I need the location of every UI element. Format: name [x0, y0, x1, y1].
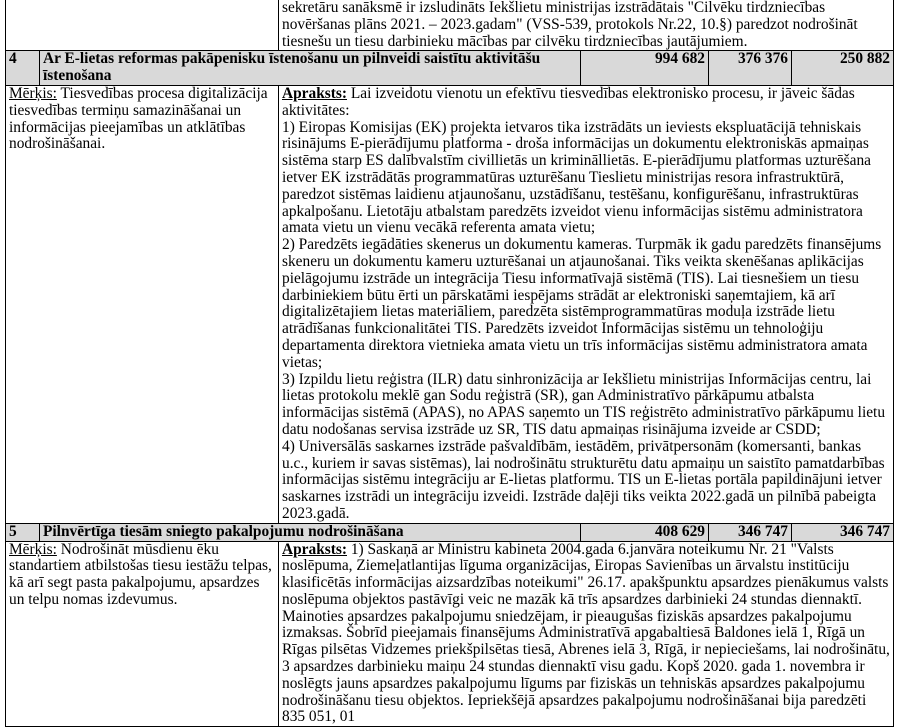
- description-paragraph-4: 4) Universālās saskarnes izstrāde pašvaldībām, iestādēm, privātpersonām (komersanti, bankas u.c., kuriem ir savas sistēmas), lai nodrošinātu strukturētu datu apmaiņu un saistīto pamatdarbības informācijas sistēmu integrāciju ar E-lietas platformu. TIS un E-lietas portāla papildinājuni ietver saskarnes izstrādi un integrāciju izveidi. Izstrāde daļēji tiks veikta 2022.gadā un pilnībā pabeigta 2023.gadā.: [282, 437, 885, 522]
- amount-a: 408 629: [581, 523, 709, 541]
- row-number: 4: [6, 51, 40, 86]
- table-row-body-5: [6, 541, 894, 727]
- amount-b: 376 376: [709, 51, 792, 86]
- goal-cell: [6, 85, 279, 523]
- description-label: Apraksts:: [282, 540, 347, 558]
- description-cell: [279, 85, 894, 523]
- table-row-body-4: [6, 85, 894, 523]
- amount-b: 346 747: [709, 523, 792, 541]
- amount-c: 250 882: [792, 51, 894, 86]
- description-paragraph-2: 2) Paredzēts iegādāties skenerus un dokumentu kameras. Turpmāk ik gadu paredzēts finansējums skeneru un dokumentu kameru uzturēšanai un atjaunošanai. Tiks veikta skenēšanas aplikācijas pielāgojumu izstrāde un integrācija Tiesu informatīvajā sistēmā (TIS). Lai tiesnešiem un tiesu darbiniekiem būtu ērti un pārskatāmi iespējams strādāt ar elektroniski saņemtajiem, kā arī digitalizētajiem lietas materiāliem, paredzēta sistēmprogrammatūras moduļa izstrāde lietu atrādīšanas funkcionalitātei TIS. Paredzēts izveidot Informācijas sistēmu un tehnoloģiju departamenta direktora vietnieka amata vietu un trīs informācijas sistēmu administratora amata vietas;: [282, 236, 882, 371]
- row-title: Ar E-lietas reformas pakāpenisku īstenošanu un pilnveidi saistītu aktivitāšu īstenošana: [40, 51, 581, 86]
- description-intro: Lai izveidotu vienotu un efektīvu tiesvedības elektronisko procesu, ir jāveic šādas aktivitātes:: [282, 84, 855, 119]
- goal-cell: [6, 541, 279, 727]
- amount-c: 346 747: [792, 523, 894, 541]
- table-row-continuation: [6, 0, 894, 51]
- goal-label: Mērķis:: [9, 84, 57, 102]
- budget-table: [5, 0, 894, 727]
- empty-cell: [6, 0, 279, 51]
- continuation-text: sekretāru sanāksmē ir izsludināts Iekšlietu ministrijas izstrādātais "Cilvēku tirdzniecības novēršanas plāns 2021. – 2023.gadam" (VSS-539, protokols Nr.22, 10.§) paredzot nodrošināt tiesnešu un tiesu darbinieku mācības par cilvēku tirdzniecības jautājumiem.: [279, 0, 894, 51]
- table-row-header-5: [6, 523, 894, 541]
- document-page: [5, 0, 893, 727]
- description-cell: [279, 541, 894, 727]
- table-row-header-4: [6, 51, 894, 86]
- row-number: 5: [6, 523, 40, 541]
- description-paragraph-3: 3) Izpildu lietu reģistra (ILR) datu sinhronizācija ar Iekšlietu ministrijas Informācijas centru, lai lietas protokolu meklē gan Sodu reģistrā (SR), gan Administratīvo pārkāpumu atbalsta informācijas sistēmā (APAS), no APAS saņemto un TIS reģistrēto administratīvo pārkāpumu lietu datu nodošanas servisa izstrāde uz SR, TIS datu apmaiņas risinājuma izveide ar CSDD;: [282, 370, 886, 438]
- goal-text: Tiesvedības procesa digitalizācija tiesvedības termiņu samazināšanai un informācijas pieejamības un atklātības nodrošināšanai.: [9, 84, 268, 153]
- description-label: Apraksts:: [282, 84, 347, 102]
- goal-label: Mērķis:: [9, 540, 57, 558]
- description-text: 1) Saskaņā ar Ministru kabineta 2004.gada 6.janvāra noteikumu Nr. 21 "Valsts noslēpuma, Ziemeļatlantijas līguma organizācijas, Eiropas Savienības un ārvalstu institūciju klasificētās informācijas aizsardzības noteikumi" 26.17. apakšpunktu apsardzes pienākumus valsts noslēpuma objektos pastāvīgi veic ne mazāk kā trīs apsardzes darbinieki 24 stundas diennaktī. Mainoties apsardzes pakalpojumu sniedzējam, ir pieaugušas fiziskās apsardzes pakalpojumu izmaksas. Šobrīd pieejamais finansējums Administratīvā apgabaltiesā Baldones ielā 1, Rīgā un Rīgas pilsētas Vidzemes priekšpilsētas tiesā, Abrenes ielā 3, Rīgā, ir nepieciešams, lai nodrošinātu, 3 apsardzes darbinieku maiņu 24 stundas diennaktī visu gadu. Kopš 2020. gada 1. novembra ir noslēgts jauns apsardzes pakalpojumu līgums par fiziskās un tehniskās apsardzes pakalpojumu nodrošināšanu tiesu objektos. Iepriekšējā apsardzes pakalpojumu nodrošināšanai bija paredzēti 835 051, 01: [282, 540, 890, 726]
- amount-a: 994 682: [581, 51, 709, 86]
- description-paragraph-1: 1) Eiropas Komisijas (EK) projekta ietvaros tika izstrādāts un ieviests ekspluatācijā tehniskais risinājums E-pierādījumu platforma - droša informācijas un dokumentu elektroniskās apmaiņas sistēma starp ES dalībvalstīm civillietās un krimināllietās. E-pierādījumu platformas uzturēšana ietver EK izstrādātās programmatūras uzturēšanu Tieslietu ministrijas resora infrastruktūrā, paredzot sistēmas laidienu atjaunošanu, uzstādīšanu, testēšanu, konfigurēšanu, infrastruktūras apkalpošanu. Lietotāju atbalstam paredzēts izveidot vienu informācijas sistēmu administratora amata vietu un vienu vecākā referenta amata vietu;: [282, 118, 871, 237]
- goal-text: Nodrošināt mūsdienu ēku standartiem atbilstošas tiesu iestāžu telpas, kā arī segt pasta pakalpojumu, apsardzes un telpu nomas izdevumus.: [9, 540, 272, 608]
- row-title: Pilnvērtīga tiesām sniegto pakalpojumu nodrošināšana: [40, 523, 581, 541]
